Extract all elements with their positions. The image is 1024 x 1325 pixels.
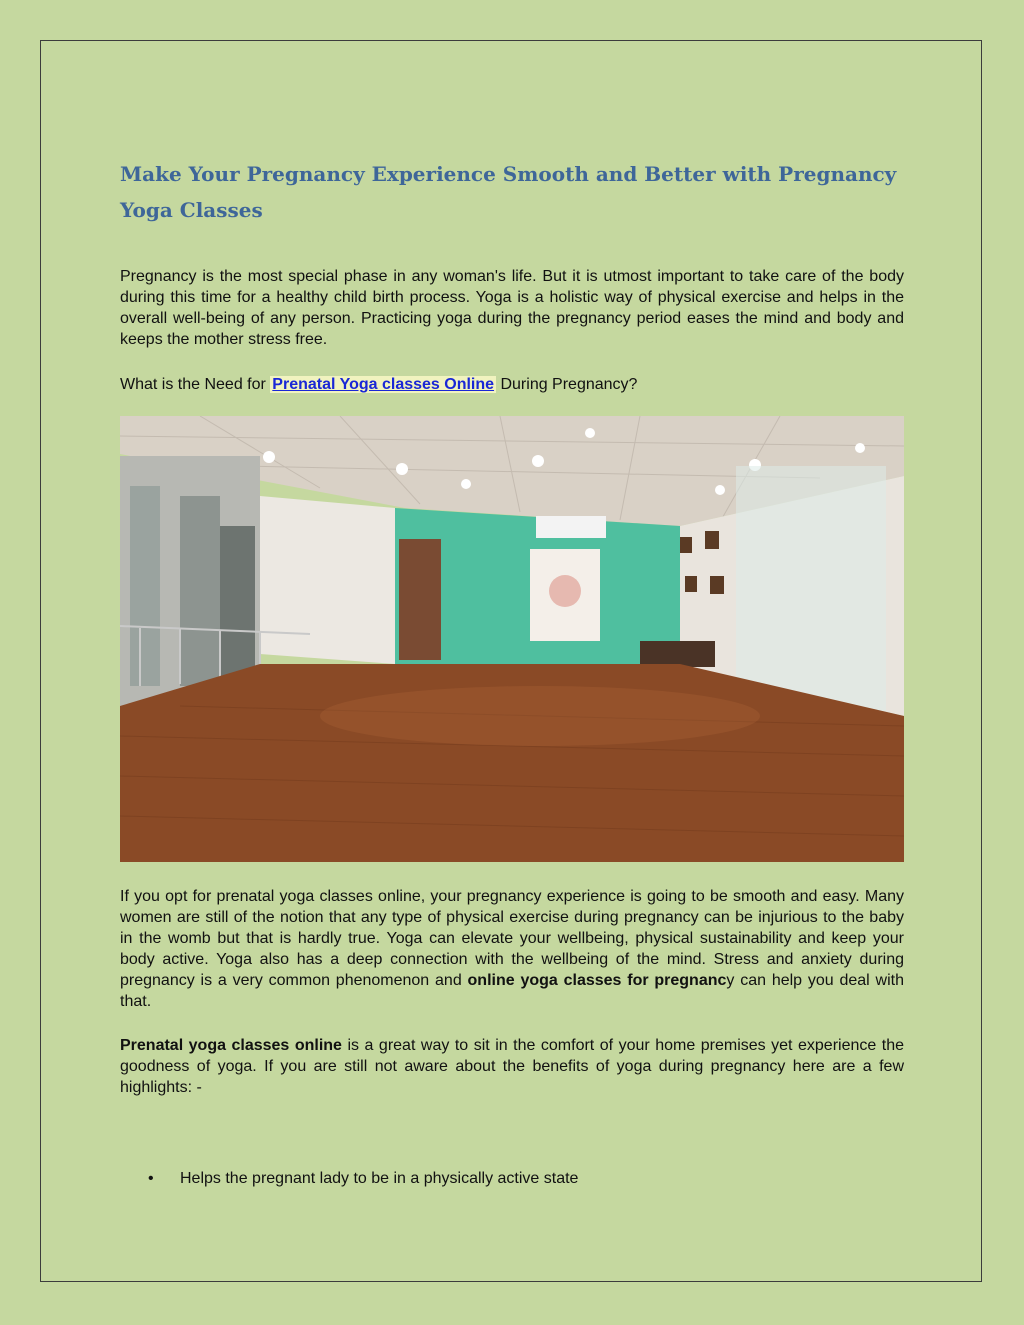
door	[399, 539, 441, 660]
highlights-intro-paragraph	[120, 1035, 904, 1098]
prenatal-yoga-link[interactable]: Prenatal Yoga classes Online	[272, 376, 495, 393]
glass-partition	[736, 466, 886, 711]
highlights-bold-phrase: Prenatal yoga classes online	[120, 1037, 342, 1054]
intro-paragraph: Pregnancy is the most special phase in any woman's life. But it is utmost important to take care of the body during this time for a healthy child birth process. Yoga is a holistic way of physical exercise and helps in the overall well-being of any person. Practicing yoga during the pregnancy period eases the mind and body and keeps the mother stress free.	[120, 268, 904, 348]
sofa	[640, 641, 715, 667]
benefits-text-tail: y can help you deal with that.	[120, 972, 904, 1010]
ac-unit	[536, 516, 606, 538]
highlights-text: is a great way to sit in the comfort of your home premises yet experience the goodness of yoga. If you are still not aware about the benefits of yoga during pregnancy here are a few highlights: -	[120, 1037, 905, 1096]
yoga-studio-photo	[120, 416, 904, 862]
article-title: Make Your Pregnancy Experience Smooth and Better with Pregnancy Yoga Classes	[120, 162, 897, 222]
bullet-text: Helps the pregnant lady to be in a physically active state	[180, 1170, 579, 1187]
benefits-paragraph	[120, 886, 904, 1012]
question-text-before: What is the Need for	[120, 376, 271, 393]
bullet-icon: •	[148, 1170, 154, 1187]
benefits-bold-phrase: online yoga classes for pregnanc	[467, 972, 727, 989]
question-text-after: During Pregnancy?	[496, 376, 638, 393]
white-wall-left	[260, 496, 395, 664]
question-line	[120, 374, 904, 395]
benefits-text: If you opt for prenatal yoga classes online, your pregnancy experience is going to be smooth and easy. Many women are still of the notion that any type of physical exercise during pregnancy can be injurious to the baby in the womb but that is hardly true. Yoga can elevate your wellbeing, physical sustainability and keep your body active. Yoga also has a deep connection with the wellbeing of the mind. Stress and anxiety during pregnancy is a very common phenomenon and	[120, 888, 904, 989]
